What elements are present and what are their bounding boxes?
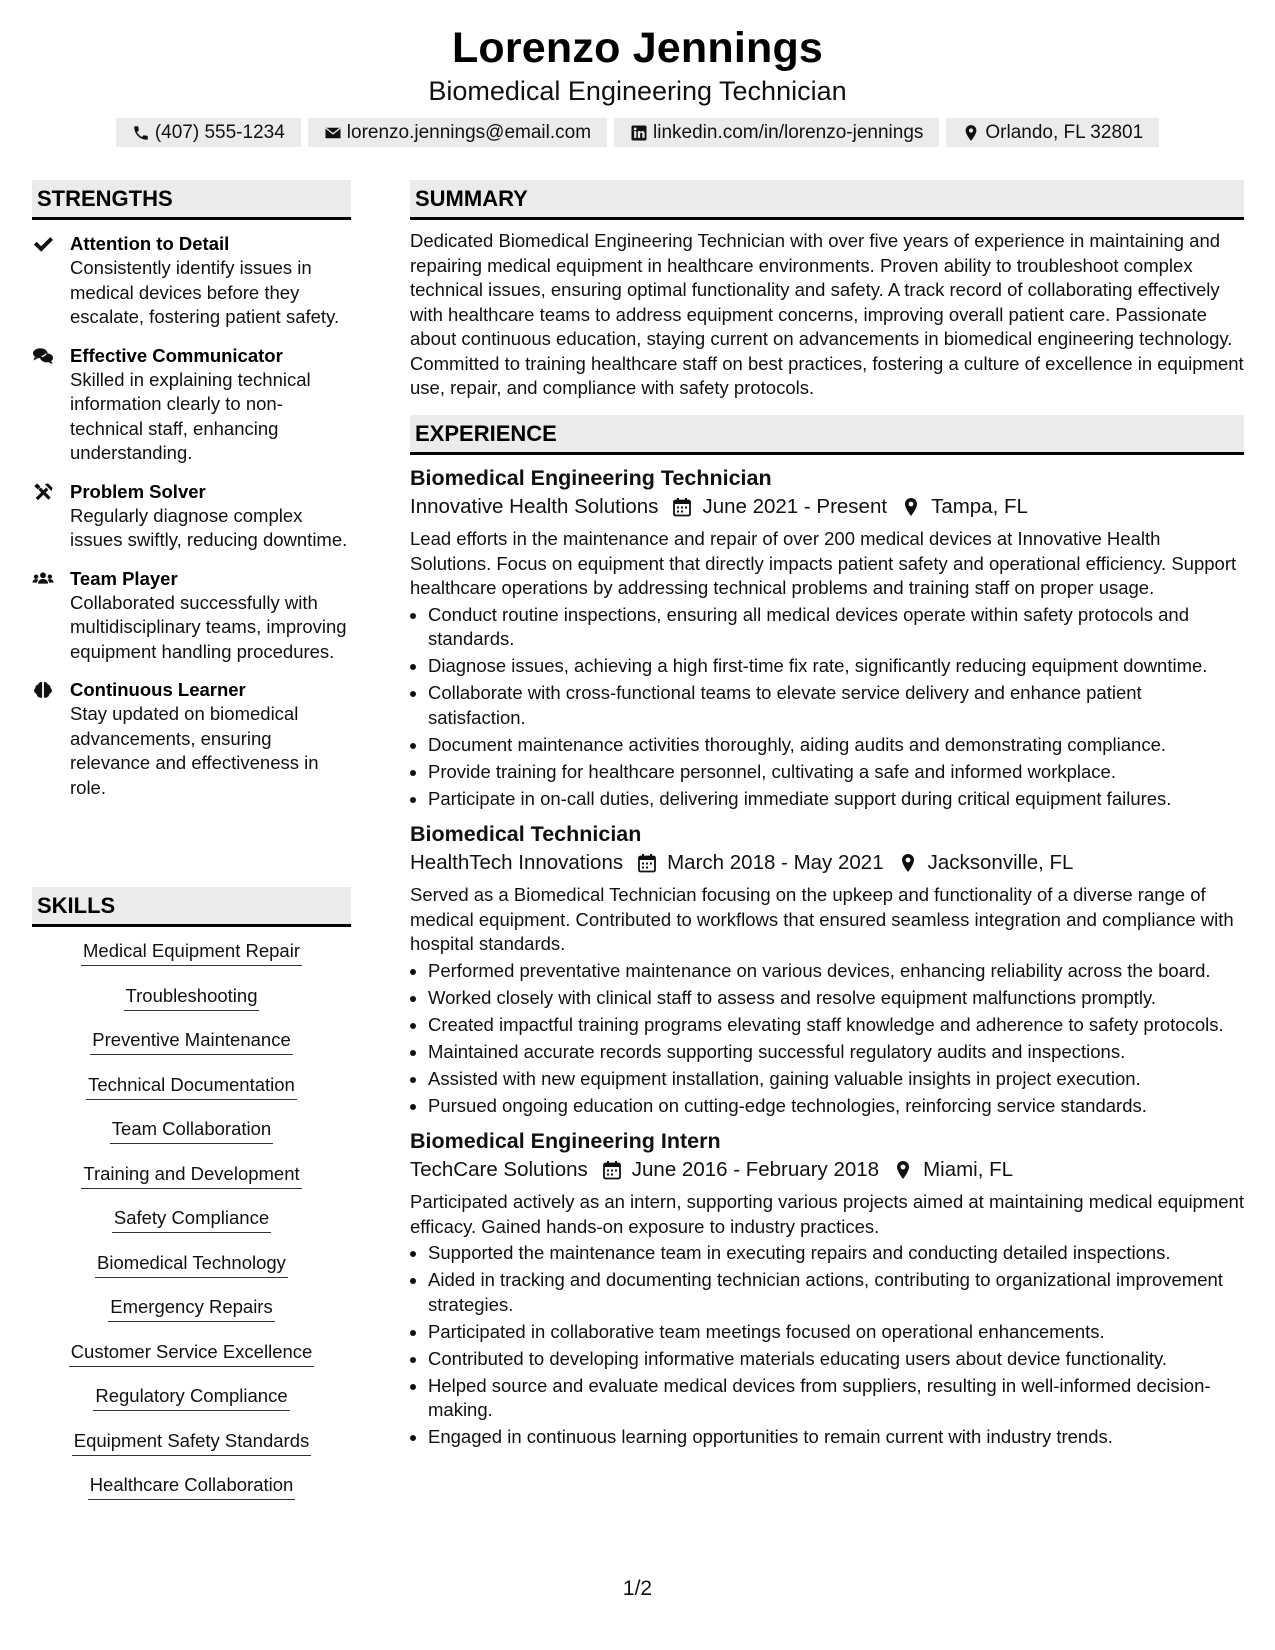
strength-title: Effective Communicator [70,344,283,366]
contact-phone-text: (407) 555-1234 [154,121,285,143]
skill-item: Biomedical Technology [95,1249,288,1278]
job-dates: June 2016 - February 2018 [631,1158,880,1181]
strength-desc: Collaborated successfully with multidisciplinary teams, improving equipment handling procedures. [70,591,347,662]
skill-item: Training and Development [81,1160,301,1189]
job-entry [410,464,1244,811]
job-bullet: Pursued ongoing education on cutting-edge technologies, reinforcing service standards. [410,1094,1244,1119]
job-dates: March 2018 - May 2021 [667,851,884,874]
contact-linkedin-text: linkedin.com/in/lorenzo-jennings [653,121,924,143]
comments-icon [32,344,70,466]
contact-location [946,118,1159,147]
contact-linkedin[interactable] [614,118,939,147]
job-company: HealthTech Innovations [410,851,624,874]
contact-location-text: Orlando, FL 32801 [985,121,1144,143]
brain-icon [32,678,70,800]
job-location: Jacksonville, FL [927,851,1074,874]
strengths-section [32,180,351,814]
summary-heading: SUMMARY [410,180,1244,220]
skills-section [32,887,351,1516]
skill-item: Preventive Maintenance [90,1026,292,1055]
job-entry [410,820,1244,1118]
job-meta [410,492,1244,522]
job-bullet: Helped source and evaluate medical devices from suppliers, resulting in well-informed decision-making. [410,1374,1244,1423]
map-pin-icon [893,1160,913,1180]
job-bullet: Aided in tracking and documenting technician actions, contributing to organizational improvement strategies. [410,1268,1244,1317]
job-bullet: Engaged in continuous learning opportunities to remain current with industry trends. [410,1425,1244,1450]
skill-item: Regulatory Compliance [93,1382,289,1411]
job-bullet: Participate in on-call duties, delivering immediate support during critical equipment failures. [410,787,1244,812]
contact-email[interactable] [308,118,607,147]
job-entry [410,1127,1244,1450]
page-number: 1/2 [622,1577,653,1600]
strength-desc: Consistently identify issues in medical devices before they escalate, fostering patient safety. [70,257,340,327]
job-meta [410,1155,1244,1185]
summary-section [410,180,1244,401]
resume-header [0,22,1275,147]
skill-item: Safety Compliance [112,1204,271,1233]
strength-item [32,344,351,466]
users-icon [32,567,70,665]
job-bullet: Conduct routine inspections, ensuring all medical devices operate within safety protocols and standards. [410,603,1244,652]
job-bullets [410,1241,1244,1450]
job-bullet: Supported the maintenance team in executing repairs and conducting detailed inspections. [410,1241,1244,1266]
skill-item: Healthcare Collaboration [88,1471,296,1500]
candidate-title: Biomedical Engineering Technician [428,76,847,106]
job-dates: June 2021 - Present [702,495,888,518]
job-bullet: Worked closely with clinical staff to assess and resolve equipment malfunctions promptly. [410,986,1244,1011]
job-bullets [410,959,1244,1119]
job-bullets [410,603,1244,812]
job-title: Biomedical Engineering Technician [410,466,772,490]
tools-icon [32,480,70,553]
job-title: Biomedical Technician [410,822,642,846]
map-pin-icon [901,497,921,517]
job-bullet: Contributed to developing informative materials educating users about device functionality. [410,1347,1244,1372]
experience-section [410,415,1244,1452]
job-bullet: Provide training for healthcare personnel, cultivating a safe and informed workplace. [410,760,1244,785]
strength-desc: Regularly diagnose complex issues swiftly, reducing downtime. [70,504,348,550]
skill-item: Emergency Repairs [108,1293,274,1322]
strength-title: Team Player [70,567,178,589]
job-bullet: Collaborate with cross-functional teams to elevate service delivery and enhance patient satisfaction. [410,681,1244,730]
job-location: Tampa, FL [931,495,1028,518]
strengths-heading: STRENGTHS [32,180,351,220]
skill-item: Equipment Safety Standards [72,1427,312,1456]
calendar-icon [602,1160,622,1180]
job-company: TechCare Solutions [410,1158,588,1181]
contact-bar [0,118,1275,147]
envelope-icon [324,124,342,142]
strength-item [32,480,351,553]
skill-item: Customer Service Excellence [69,1338,315,1367]
map-pin-icon [898,853,918,873]
job-company: Innovative Health Solutions [410,495,659,518]
calendar-icon [672,497,692,517]
contact-phone[interactable] [116,118,301,147]
strength-item [32,232,351,330]
phone-icon [132,124,150,142]
strength-item [32,678,351,800]
summary-text: Dedicated Biomedical Engineering Technician with over five years of experience in maintaining and repairing medical equipment in healthcare environments. Proven ability to troubleshoot complex technical issues, ensuring optimal functionality and safety. A track record of collaborating effectively with healthcare teams to address equipment concerns, improving overall patient care. Passionate about continuous education, staying current on advancements in biomedical engineering technology. Committed to training healthcare staff on best practices, fostering a culture of excellence in equipment use, repair, and compliance with safety protocols. [410,230,1244,398]
job-location: Miami, FL [923,1158,1014,1181]
strength-desc: Skilled in explaining technical information clearly to non-technical staff, enhancing understanding. [70,368,311,463]
job-meta [410,848,1244,878]
job-bullet: Document maintenance activities thoroughly, aiding audits and demonstrating compliance. [410,733,1244,758]
check-icon [32,232,70,330]
skills-heading: SKILLS [32,887,351,927]
job-bullet: Participated in collaborative team meetings focused on operational enhancements. [410,1320,1244,1345]
job-bullet: Created impactful training programs elevating staff knowledge and adherence to safety protocols. [410,1013,1244,1038]
skill-item: Medical Equipment Repair [81,937,302,966]
experience-heading: EXPERIENCE [410,415,1244,455]
job-bullet: Diagnose issues, achieving a high first-time fix rate, significantly reducing equipment downtime. [410,654,1244,679]
contact-email-text: lorenzo.jennings@email.com [346,121,592,143]
skill-item: Troubleshooting [124,982,260,1011]
strength-item [32,567,351,665]
skill-item: Team Collaboration [110,1115,273,1144]
strength-title: Problem Solver [70,480,206,502]
calendar-icon [637,853,657,873]
map-pin-icon [962,124,980,142]
job-description: Lead efforts in the maintenance and repair of over 200 medical devices at Innovative Health Solutions. Focus on equipment that directly impacts patient safety and operational efficiency. Support healthcare operations by addressing technical problems and training staff on proper usage. [410,528,1237,598]
linkedin-icon [630,124,648,142]
candidate-name: Lorenzo Jennings [451,24,824,72]
strength-desc: Stay updated on biomedical advancements, ensuring relevance and effectiveness in role. [70,703,319,798]
job-description: Participated actively as an intern, supporting various projects aimed at maintaining medical equipment efficacy. Gained hands-on exposure to industry practices. [410,1191,1244,1237]
job-description: Served as a Biomedical Technician focusing on the upkeep and functionality of a diverse range of medical equipment. Contributed to workflows that ensured seamless integration and compliance with hospital standards. [410,884,1234,954]
strength-title: Attention to Detail [70,233,230,254]
job-bullet: Performed preventative maintenance on various devices, enhancing reliability across the board. [410,959,1244,984]
job-title: Biomedical Engineering Intern [410,1129,721,1153]
job-bullet: Maintained accurate records supporting successful regulatory audits and inspections. [410,1040,1244,1065]
skill-item: Technical Documentation [86,1071,297,1100]
job-bullet: Assisted with new equipment installation, gaining valuable insights in project execution. [410,1067,1244,1092]
strength-title: Continuous Learner [70,679,246,700]
